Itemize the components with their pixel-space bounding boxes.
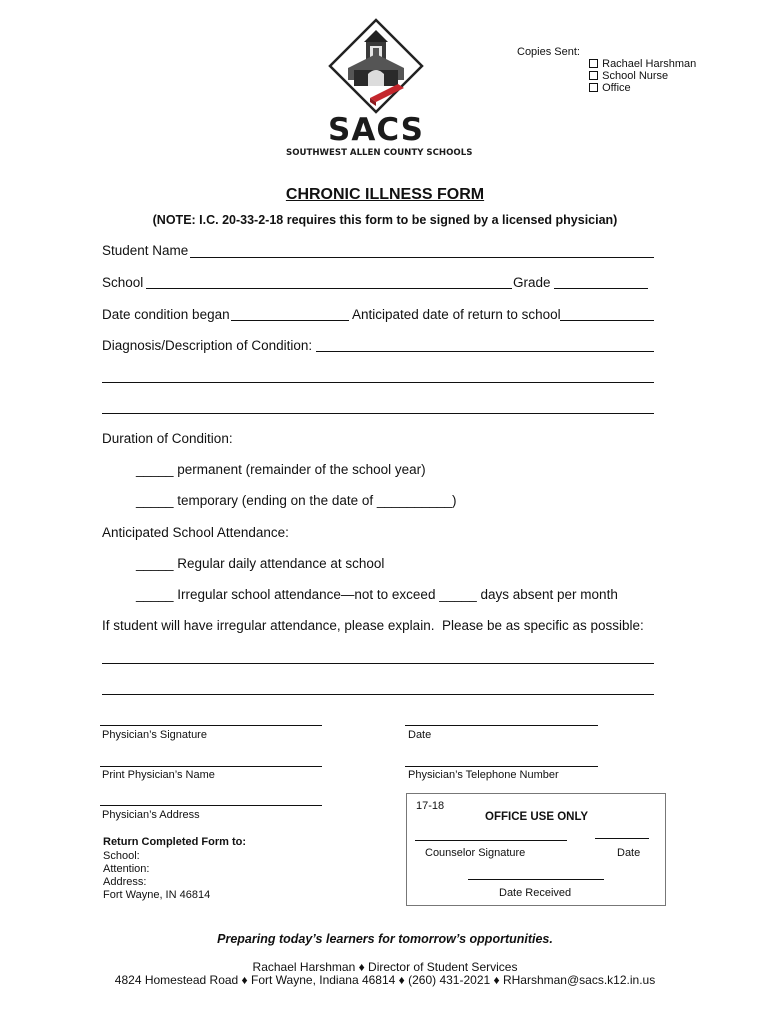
logo-acronym: SACS xyxy=(328,112,424,148)
return-address: Address: xyxy=(103,876,147,888)
explain-field-line-1[interactable] xyxy=(102,663,654,664)
office-use-box xyxy=(406,793,666,906)
copies-sent-label: Copies Sent: xyxy=(517,46,580,58)
diagnosis-field-line-3[interactable] xyxy=(102,413,654,414)
explain-field-line-2[interactable] xyxy=(102,694,654,695)
physician-signature-label: Physician’s Signature xyxy=(102,729,207,741)
print-name-field[interactable] xyxy=(100,766,322,767)
telephone-label: Physician’s Telephone Number xyxy=(408,769,559,781)
counselor-date-label: Date xyxy=(617,847,641,859)
diagnosis-label: Diagnosis/Description of Condition: xyxy=(102,338,313,353)
physician-signature-field[interactable] xyxy=(100,725,322,726)
sacs-logo-emblem xyxy=(328,18,424,114)
date-began-field[interactable] xyxy=(231,320,349,321)
attendance-label: Anticipated School Attendance: xyxy=(102,525,289,540)
grade-label: Grade xyxy=(513,275,551,290)
attendance-regular-option[interactable]: _____ Regular daily attendance at school xyxy=(136,556,385,571)
diagnosis-field-line-2[interactable] xyxy=(102,382,654,383)
form-note: (NOTE: I.C. 20-33-2-18 requires this form to be signed by a licensed physician) xyxy=(152,213,618,227)
footer-contact-line-1: Rachael Harshman ♦ Director of Student Services xyxy=(252,960,518,974)
return-date-label: Anticipated date of return to school xyxy=(352,307,561,322)
attendance-irregular-option[interactable]: _____ Irregular school attendance—not to exceed _____ days absent per month xyxy=(136,587,618,602)
counselor-date-field[interactable] xyxy=(595,838,649,839)
duration-label: Duration of Condition: xyxy=(102,431,233,446)
grade-field[interactable] xyxy=(554,288,648,289)
student-name-label: Student Name xyxy=(102,243,189,258)
form-title: CHRONIC ILLNESS FORM xyxy=(285,186,485,203)
return-attention: Attention: xyxy=(103,863,150,875)
explain-label: If student will have irregular attendance, please explain. Please be as specific as possible: xyxy=(102,618,644,633)
footer-contact-line-2: 4824 Homestead Road ♦ Fort Wayne, Indiana 46814 ♦ (260) 431-2021 ♦ RHarshman@sacs.k12.in.us xyxy=(114,973,656,987)
duration-temporary-option[interactable]: _____ temporary (ending on the date of __________) xyxy=(136,493,457,508)
signature-date-field[interactable] xyxy=(405,725,598,726)
print-name-label: Print Physician’s Name xyxy=(102,769,215,781)
copy-item-school-nurse[interactable]: School Nurse xyxy=(583,58,668,82)
copy-item-office[interactable]: Office xyxy=(583,70,631,94)
checkbox-icon xyxy=(589,83,598,92)
student-name-field[interactable] xyxy=(190,257,654,258)
duration-permanent-option[interactable]: _____ permanent (remainder of the school year) xyxy=(136,462,426,477)
physician-address-field[interactable] xyxy=(100,805,322,806)
diagnosis-field[interactable] xyxy=(316,351,654,352)
counselor-signature-label: Counselor Signature xyxy=(425,847,526,859)
school-label: School xyxy=(102,275,144,290)
return-heading: Return Completed Form to: xyxy=(103,836,246,848)
physician-address-label: Physician’s Address xyxy=(102,809,200,821)
office-code: 17-18 xyxy=(416,800,445,812)
date-received-field[interactable] xyxy=(468,879,604,880)
date-began-label: Date condition began xyxy=(102,307,230,322)
office-use-title: OFFICE USE ONLY xyxy=(485,811,589,823)
return-date-field[interactable] xyxy=(560,320,654,321)
logo-district-name: SOUTHWEST ALLEN COUNTY SCHOOLS xyxy=(286,148,473,158)
signature-date-label: Date xyxy=(408,729,432,741)
tagline: Preparing today’s learners for tomorrow’s opportunities. xyxy=(217,932,553,946)
copy-item-rachael-harshman[interactable]: Rachael Harshman xyxy=(583,46,696,70)
school-field[interactable] xyxy=(146,288,512,289)
date-received-label: Date Received xyxy=(499,887,572,899)
counselor-signature-field[interactable] xyxy=(415,840,567,841)
return-school: School: xyxy=(103,850,140,862)
telephone-field[interactable] xyxy=(405,766,598,767)
return-city: Fort Wayne, IN 46814 xyxy=(103,889,211,901)
